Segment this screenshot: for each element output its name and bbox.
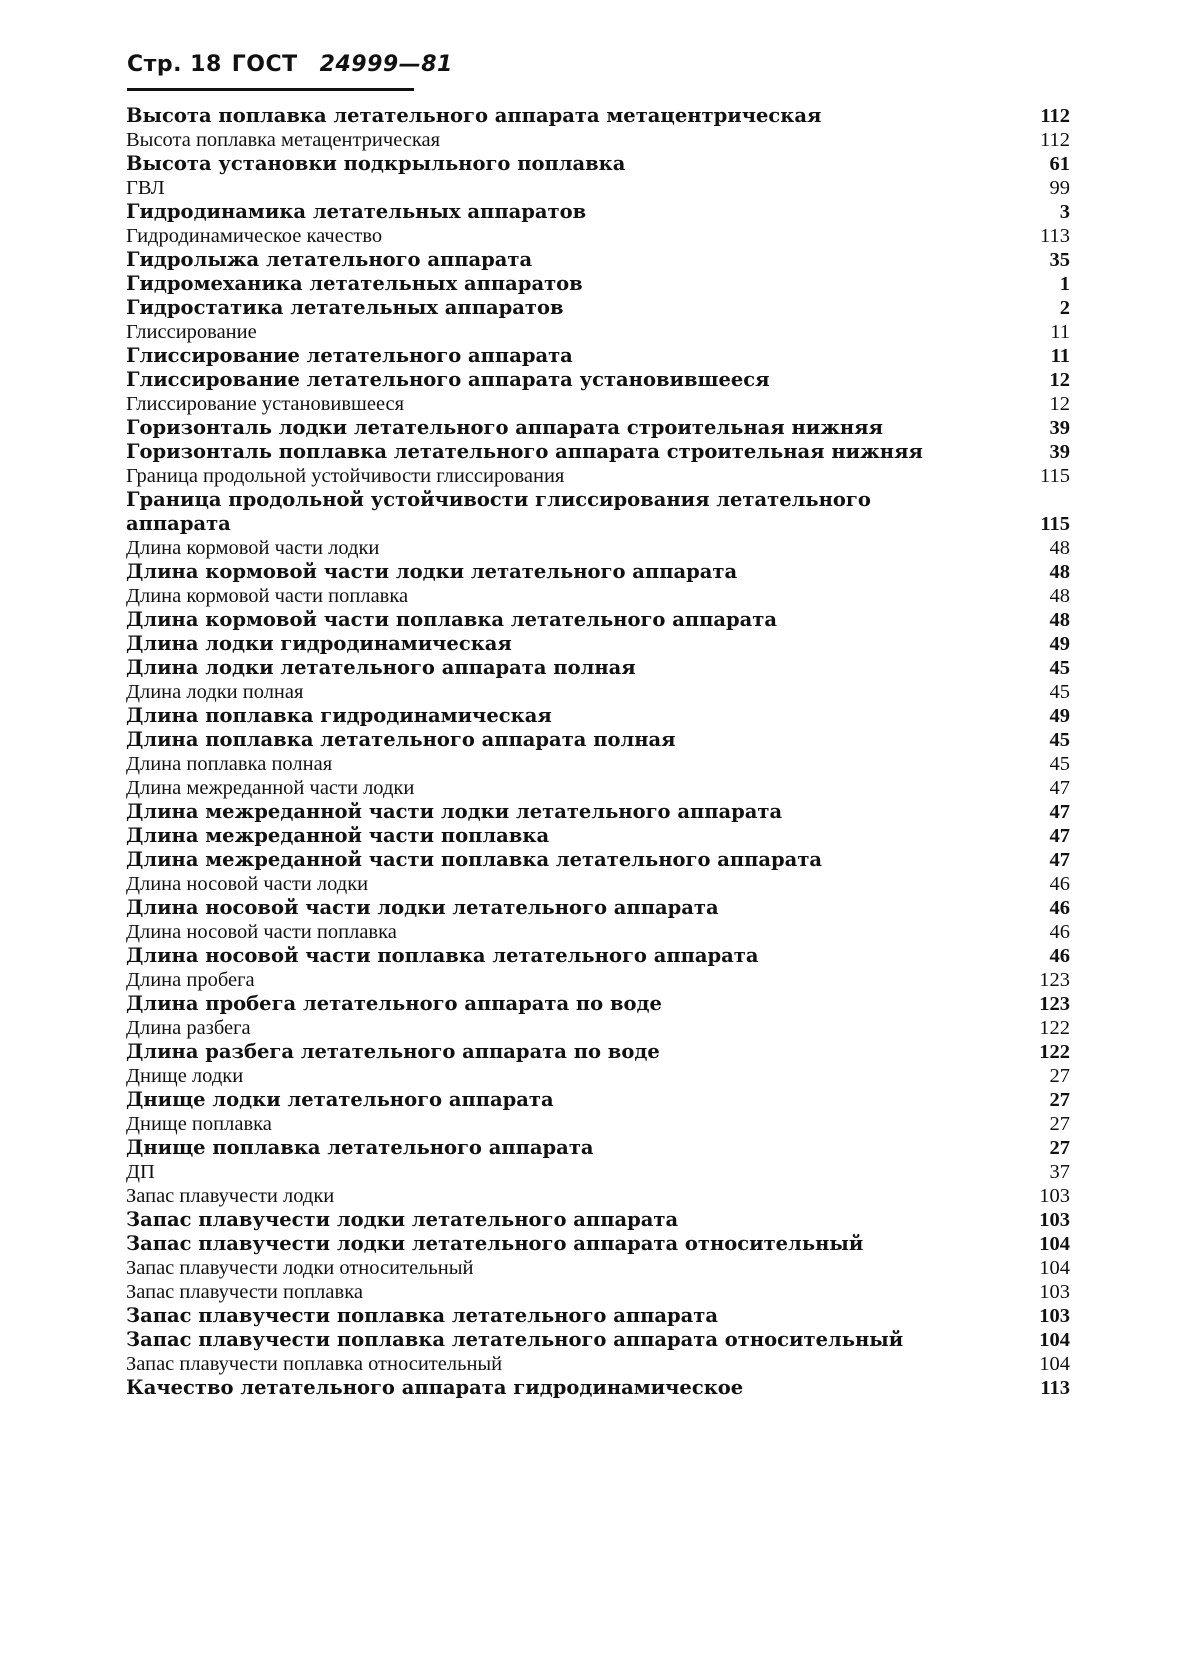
index-term: Днище поплавка летательного аппарата (126, 1136, 594, 1159)
index-entry (126, 1208, 1072, 1232)
index-page-number: 35 (1049, 249, 1070, 271)
index-entry (126, 200, 1072, 224)
index-term: Длина кормовой части поплавка (126, 585, 409, 607)
index-entry (126, 104, 1072, 128)
index-page-number: 27 (1049, 1089, 1070, 1111)
header-rule (127, 88, 414, 91)
index-entry (126, 1304, 1072, 1328)
index-term: Длина носовой части лодки (126, 873, 369, 895)
index-page-number: 103 (1039, 1185, 1070, 1207)
index-page-number: 115 (1040, 513, 1070, 535)
index-page-number: 45 (1049, 657, 1070, 679)
index-page-number: 104 (1039, 1329, 1070, 1351)
index-term: Гидродинамика летательных аппаратов (126, 200, 587, 223)
index-entry (126, 560, 1072, 584)
index-entry (126, 1328, 1072, 1352)
index-entry (126, 1040, 1072, 1064)
index-term: Длина лодки гидродинамическая (126, 632, 512, 655)
index-term: Длина разбега летательного аппарата по воде (126, 1040, 660, 1063)
index-page-number: 104 (1039, 1353, 1070, 1375)
index-term: Длина носовой части лодки летательного аппарата (126, 896, 719, 919)
index-entry (126, 296, 1072, 320)
index-page-number: 3 (1059, 201, 1070, 223)
index-entry (126, 1280, 1072, 1304)
index-page-number: 113 (1040, 1377, 1070, 1399)
index-entry (126, 416, 1072, 440)
index-entry (126, 344, 1072, 368)
index-term: Длина кормовой части лодки (126, 537, 380, 559)
index-page-number: 122 (1039, 1017, 1070, 1039)
index-entry (126, 728, 1072, 752)
index-term: Длина поплавка летательного аппарата полная (126, 728, 676, 751)
index-term: Запас плавучести поплавка летательного аппарата (126, 1304, 719, 1327)
index-page-number: 27 (1049, 1113, 1070, 1135)
page-label: Стр. 18 (127, 52, 222, 77)
index-entry (126, 944, 1072, 968)
index-term: Запас плавучести лодки летательного аппарата (126, 1208, 679, 1231)
index-page-number: 112 (1040, 105, 1070, 127)
index-term: Качество летательного аппарата гидродинамическое (126, 1376, 744, 1399)
index-entry (126, 488, 1072, 536)
index-entry (126, 1184, 1072, 1208)
index-term: Длина пробега (126, 969, 255, 991)
index-term: Запас плавучести лодки летательного аппарата относительный (126, 1232, 864, 1255)
index-term: Длина межреданной части лодки (126, 777, 415, 799)
index-entry (126, 776, 1072, 800)
index-term: Горизонталь поплавка летательного аппарата строительная нижняя (126, 440, 923, 463)
index-term: Запас плавучести лодки (126, 1185, 335, 1207)
index-term: Длина носовой части поплавка (126, 921, 397, 943)
index-entry (126, 824, 1072, 848)
index-entry (126, 584, 1072, 608)
index-page-number: 11 (1050, 345, 1070, 367)
index-page-number: 27 (1049, 1137, 1070, 1159)
index-page-number: 113 (1040, 225, 1070, 247)
index-page-number: 46 (1049, 897, 1070, 919)
index-page-number: 1 (1059, 273, 1070, 295)
index-entry (126, 464, 1072, 488)
index-term: Длина кормовой части поплавка летательного аппарата (126, 608, 778, 631)
index-term: ДП (126, 1161, 155, 1183)
index-term: Запас плавучести поплавка относительный (126, 1353, 503, 1375)
index-page-number: 47 (1049, 801, 1070, 823)
index-term: Длина носовой части поплавка летательного аппарата (126, 944, 759, 967)
index-term: Гидролыжа летательного аппарата (126, 248, 533, 271)
index-term: Длина межреданной части поплавка (126, 824, 550, 847)
index-term: Высота поплавка метацентрическая (126, 129, 441, 151)
index-entry (126, 272, 1072, 296)
index-page-number: 12 (1049, 369, 1070, 391)
index-term: Длина лодки летательного аппарата полная (126, 656, 636, 679)
index-page-number: 104 (1039, 1233, 1070, 1255)
index-entry (126, 704, 1072, 728)
index-page-number: 123 (1039, 969, 1070, 991)
index-entry (126, 1160, 1072, 1184)
index-entry (126, 368, 1072, 392)
index-page-number: 2 (1059, 297, 1070, 319)
index-term: Граница продольной устойчивости глиссирования летательного аппарата (126, 488, 871, 535)
index-term: Глиссирование летательного аппарата установившееся (126, 368, 770, 391)
index-page-number: 115 (1040, 465, 1070, 487)
index-entry (126, 1016, 1072, 1040)
index-entry (126, 680, 1072, 704)
index-entry (126, 392, 1072, 416)
index-entry (126, 1232, 1072, 1256)
index-term: Глиссирование летательного аппарата (126, 344, 573, 367)
index-entry (126, 608, 1072, 632)
index-term: Длина межреданной части лодки летательного аппарата (126, 800, 783, 823)
index-entry (126, 1352, 1072, 1376)
alphabetical-index (126, 104, 1072, 1400)
index-page-number: 104 (1039, 1257, 1070, 1279)
index-term: Длина межреданной части поплавка летательного аппарата (126, 848, 823, 871)
index-term: Длина кормовой части лодки летательного аппарата (126, 560, 738, 583)
index-entry (126, 656, 1072, 680)
index-term: Глиссирование установившееся (126, 393, 405, 415)
index-entry (126, 896, 1072, 920)
page-header (127, 52, 453, 77)
index-term: Длина лодки полная (126, 681, 304, 703)
index-page-number: 49 (1049, 633, 1070, 655)
index-entry (126, 632, 1072, 656)
index-entry (126, 872, 1072, 896)
index-entry (126, 1088, 1072, 1112)
index-page-number: 37 (1049, 1161, 1070, 1183)
index-entry (126, 176, 1072, 200)
index-page-number: 112 (1040, 129, 1070, 151)
index-page-number: 103 (1039, 1209, 1070, 1231)
index-page-number: 45 (1049, 753, 1070, 775)
index-term: Гидромеханика летательных аппаратов (126, 272, 583, 295)
index-page-number: 61 (1049, 153, 1070, 175)
index-entry (126, 992, 1072, 1016)
index-entry (126, 1136, 1072, 1160)
standard-number: 24999—81 (319, 52, 453, 77)
index-page-number: 122 (1039, 1041, 1070, 1063)
index-page-number: 48 (1049, 585, 1070, 607)
index-page-number: 45 (1049, 729, 1070, 751)
index-page-number: 103 (1039, 1281, 1070, 1303)
index-entry (126, 320, 1072, 344)
index-page-number: 48 (1049, 609, 1070, 631)
index-term: Высота установки подкрыльного поплавка (126, 152, 626, 175)
index-term: Гидростатика летательных аппаратов (126, 296, 564, 319)
index-entry (126, 224, 1072, 248)
index-page-number: 39 (1049, 441, 1070, 463)
index-entry (126, 1376, 1072, 1400)
index-entry (126, 1256, 1072, 1280)
index-term: Граница продольной устойчивости глиссирования (126, 465, 565, 487)
index-entry (126, 968, 1072, 992)
index-term: Длина пробега летательного аппарата по воде (126, 992, 662, 1015)
index-term: Длина поплавка полная (126, 753, 333, 775)
index-entry (126, 1064, 1072, 1088)
index-page-number: 46 (1049, 873, 1070, 895)
index-page-number: 123 (1039, 993, 1070, 1015)
index-page-number: 45 (1049, 681, 1070, 703)
index-term: Длина поплавка гидродинамическая (126, 704, 552, 727)
index-term: Запас плавучести лодки относительный (126, 1257, 474, 1279)
index-page-number: 46 (1049, 921, 1070, 943)
index-entry (126, 152, 1072, 176)
index-term: Длина разбега (126, 1017, 251, 1039)
index-term: Гидродинамическое качество (126, 225, 383, 247)
index-entry (126, 752, 1072, 776)
index-term: ГВЛ (126, 177, 165, 199)
index-term: Высота поплавка летательного аппарата метацентрическая (126, 104, 822, 127)
index-page-number: 48 (1049, 561, 1070, 583)
index-entry (126, 128, 1072, 152)
index-page-number: 47 (1049, 777, 1070, 799)
index-entry (126, 248, 1072, 272)
index-page-number: 27 (1049, 1065, 1070, 1087)
index-page-number: 12 (1049, 393, 1070, 415)
index-page-number: 47 (1049, 849, 1070, 871)
index-page-number: 49 (1049, 705, 1070, 727)
index-entry (126, 440, 1072, 464)
index-entry (126, 1112, 1072, 1136)
standard-name: ГОСТ (231, 52, 298, 77)
index-page-number: 46 (1049, 945, 1070, 967)
index-entry (126, 536, 1072, 560)
index-page-number: 39 (1049, 417, 1070, 439)
index-page-number: 47 (1049, 825, 1070, 847)
index-page-number: 99 (1049, 177, 1070, 199)
index-page-number: 103 (1039, 1305, 1070, 1327)
index-entry (126, 848, 1072, 872)
index-entry (126, 800, 1072, 824)
index-term: Днище лодки (126, 1065, 244, 1087)
index-term: Глиссирование (126, 321, 257, 343)
index-page-number: 11 (1050, 321, 1070, 343)
index-page-number: 48 (1049, 537, 1070, 559)
index-term: Запас плавучести поплавка летательного аппарата относительный (126, 1328, 904, 1351)
index-term: Запас плавучести поплавка (126, 1281, 363, 1303)
index-term: Горизонталь лодки летательного аппарата строительная нижняя (126, 416, 883, 439)
index-term: Днище поплавка (126, 1113, 272, 1135)
index-entry (126, 920, 1072, 944)
index-term: Днище лодки летательного аппарата (126, 1088, 554, 1111)
